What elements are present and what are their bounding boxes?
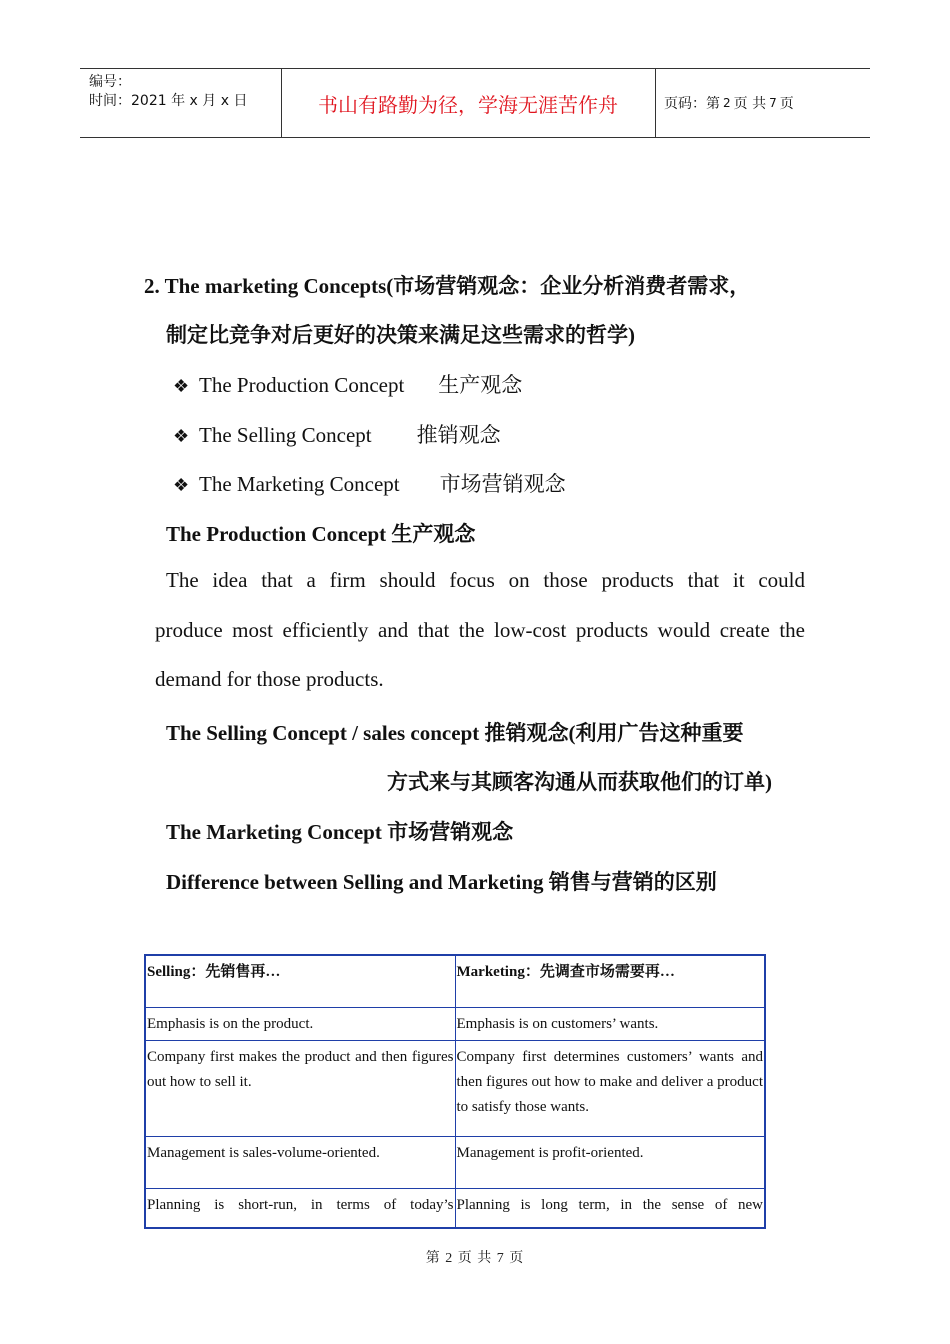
- production-heading: The Production Concept 生产观念: [166, 522, 476, 546]
- concept-item: [173, 419, 501, 449]
- header-meta: [89, 73, 247, 111]
- comparison-table: [144, 954, 766, 1229]
- time-label: 时间：2021 年 x 月 x 日: [89, 93, 248, 109]
- production-text-line: produce most efficiently and that the low-cost products would create the: [155, 618, 805, 642]
- concept-item: [173, 468, 566, 498]
- page-header: [80, 68, 870, 138]
- production-text-line: The idea that a firm should focus on those products that it could: [166, 568, 805, 592]
- table-cell: Planning is short-run, in terms of today’s: [145, 1188, 455, 1228]
- page-footer: 第 2 页 共 7 页: [425, 1251, 525, 1266]
- concept-en: The Selling Concept: [199, 423, 372, 447]
- table-cell: Company first determines customers’ wants and then figures out how to make and deliver a product to satisfy those wants.: [455, 1040, 765, 1136]
- header-cell-selling: Selling：先销售再…: [145, 955, 455, 1007]
- header-motto: 书山有路勤为径，学海无涯苦作舟: [318, 92, 618, 117]
- table-row: [145, 1007, 765, 1040]
- page-total: 7: [769, 96, 777, 110]
- table-cell: Emphasis is on the product.: [145, 1007, 455, 1040]
- page-mid: 页 共: [733, 96, 767, 112]
- table-cell: Planning is long term, in the sense of new: [455, 1188, 765, 1228]
- section-heading-line2: 制定比竞争对后更好的决策来满足这些需求的哲学): [166, 323, 635, 347]
- diamond-bullet-icon: ❖: [173, 376, 190, 396]
- section-heading-line1: 2. The marketing Concepts(市场营销观念：企业分析消费者需求，: [144, 274, 751, 298]
- production-text-line: demand for those products.: [155, 667, 384, 691]
- table-header-row: [145, 955, 765, 1007]
- page-number: 2: [723, 96, 731, 110]
- page-prefix: 页码：第: [664, 96, 720, 112]
- diamond-bullet-icon: ❖: [173, 475, 190, 495]
- code-label: 编号：: [89, 74, 131, 90]
- concept-en: The Production Concept: [199, 373, 405, 397]
- page-suffix: 页: [779, 96, 794, 112]
- header-divider: [655, 69, 656, 137]
- table-cell: Management is sales-volume-oriented.: [145, 1136, 455, 1188]
- concept-cn: 市场营销观念: [439, 472, 566, 496]
- selling-heading-line1: The Selling Concept / sales concept 推销观念(利用广告这种重要: [166, 721, 744, 745]
- marketing-heading: The Marketing Concept 市场营销观念: [166, 820, 514, 844]
- header-page-info: [664, 69, 794, 137]
- table-cell: Company first makes the product and then figures out how to sell it.: [145, 1040, 455, 1136]
- table-row: [145, 1188, 765, 1228]
- concept-cn: 推销观念: [416, 423, 501, 447]
- difference-heading: Difference between Selling and Marketing 销售与营销的区别: [166, 870, 717, 894]
- diamond-bullet-icon: ❖: [173, 426, 190, 446]
- concept-item: [173, 369, 522, 399]
- concept-cn: 生产观念: [438, 373, 523, 397]
- header-cell-marketing: Marketing：先调查市场需要再…: [455, 955, 765, 1007]
- table-cell: Emphasis is on customers’ wants.: [455, 1007, 765, 1040]
- table-row: [145, 1040, 765, 1136]
- table-cell: Management is profit-oriented.: [455, 1136, 765, 1188]
- table-row: [145, 1136, 765, 1188]
- selling-heading-line2: 方式来与其顾客沟通从而获取他们的订单): [387, 770, 772, 794]
- concept-en: The Marketing Concept: [199, 472, 400, 496]
